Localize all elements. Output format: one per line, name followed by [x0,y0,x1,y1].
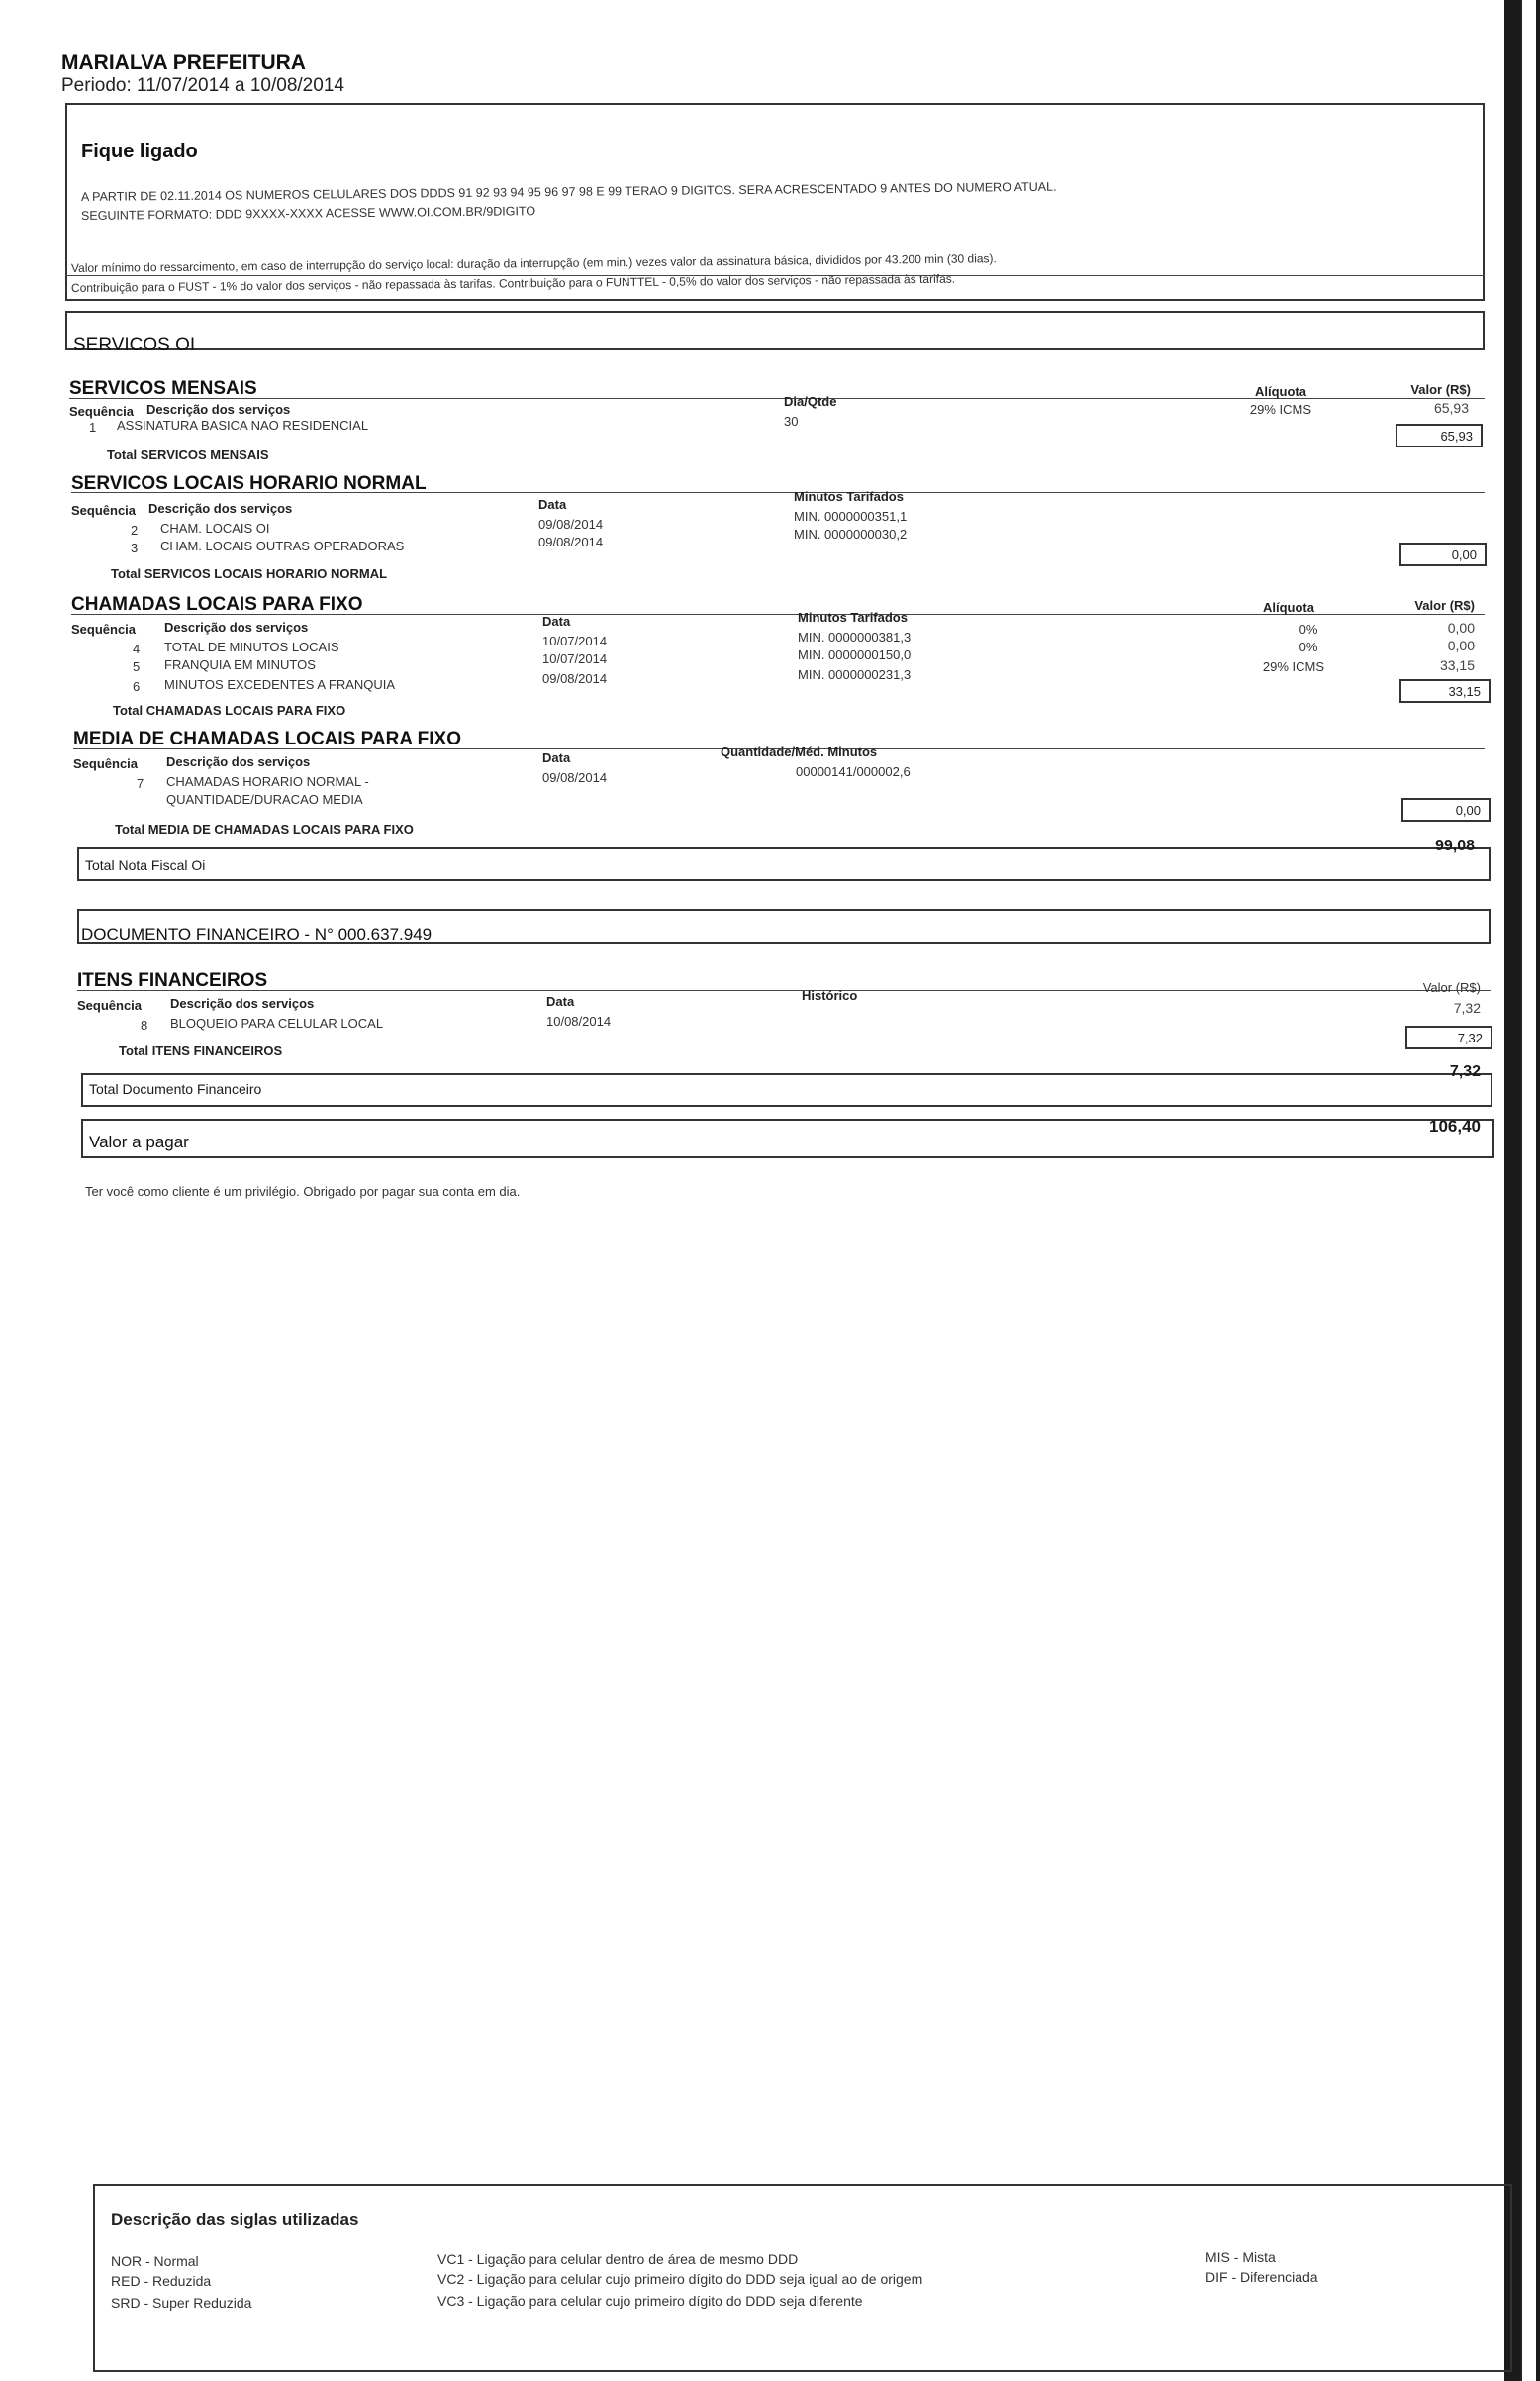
row-aliq: 29% ICMS [1262,659,1325,674]
row-seq: 7 [137,776,144,791]
doc-total-box [81,1073,1492,1107]
row-desc: BLOQUEIO PARA CELULAR LOCAL [170,1016,384,1031]
row-seq: 2 [131,523,139,538]
row-min: MIN. 0000000381,3 [798,630,912,645]
payment-value: 106,40 [1429,1117,1481,1136]
fixo-col-seq: Sequência [71,622,137,637]
row-desc: MINUTOS EXCEDENTES A FRANQUIA [164,677,396,692]
locais-col-desc: Descrição dos serviços [148,501,293,516]
row-desc: TOTAL DE MINUTOS LOCAIS [164,640,339,654]
fixo-col-min: Minutos Tarifados [798,610,908,625]
row-seq: 6 [133,679,141,694]
page-edge [1520,0,1536,2381]
row-seq: 4 [133,642,141,656]
mensais-col-desc: Descrição dos serviços [146,402,291,417]
legend-item: VC3 - Ligação para celular cujo primeiro dígito do DDD seja diferente [437,2293,863,2309]
mensais-total-value: 65,93 [1396,424,1483,447]
row-desc-line-2: QUANTIDADE/DURACAO MEDIA [166,792,363,807]
thanks-message: Ter você como cliente é um privilégio. Obrigado por pagar sua conta em dia. [85,1184,521,1199]
mensais-col-aliq: Alíquota [1255,384,1306,399]
mensais-title: SERVICOS MENSAIS [69,378,257,399]
services-title: SERVICOS OI [73,335,196,355]
media-total-value: 0,00 [1401,798,1491,822]
row-min: MIN. 0000000150,0 [798,647,912,662]
legend-title: Descrição das siglas utilizadas [111,2210,359,2229]
locais-rule [71,492,1485,493]
row-aliq: 29% ICMS [1249,402,1312,417]
nota-fiscal-box [77,847,1491,881]
row-desc: CHAM. LOCAIS OI [160,521,270,536]
fixo-col-aliq: Alíquota [1263,600,1314,615]
mensais-col-seq: Sequência [69,404,135,419]
row-valor: 0,00 [1447,638,1475,653]
row-min: MIN. 0000000351,1 [794,509,908,524]
payment-label: Valor a pagar [89,1133,189,1151]
locais-total-label: Total SERVICOS LOCAIS HORARIO NORMAL [111,566,388,581]
fixo-col-desc: Descrição dos serviços [164,620,309,635]
billing-period: Periodo: 11/07/2014 a 10/08/2014 [61,75,344,96]
itens-col-desc: Descrição dos serviços [170,996,315,1011]
row-seq: 8 [141,1018,148,1033]
row-desc: CHAMADAS HORARIO NORMAL - [166,774,369,789]
media-col-data: Data [542,750,571,765]
legend-item: NOR - Normal [111,2253,199,2269]
row-desc: FRANQUIA EM MINUTOS [164,657,316,672]
services-header-box [65,311,1485,350]
legend-item: MIS - Mista [1205,2249,1276,2265]
row-data: 10/07/2014 [542,651,608,666]
locais-col-data: Data [538,497,567,512]
legend-item: DIF - Diferenciada [1205,2269,1318,2285]
legend-item: RED - Reduzida [111,2273,212,2289]
legend-item: SRD - Super Reduzida [111,2295,252,2311]
doc-total-value: 7,32 [1449,1063,1481,1080]
row-min: MIN. 0000000030,2 [794,527,908,542]
row-data: 10/08/2014 [546,1014,612,1029]
itens-total-label: Total ITENS FINANCEIROS [119,1043,283,1058]
mensais-total-label: Total SERVICOS MENSAIS [107,447,269,462]
row-data: 09/08/2014 [542,770,608,785]
notice-line-4: Contribuição para o FUST - 1% do valor dos serviços - não repassada às tarifas. Contribuição para o FUNTTEL - 0,5% do valor dos serviços - não repassada às tarifas. [70,271,956,295]
nota-fiscal-value: 99,08 [1434,838,1475,854]
company-name: MARIALVA PREFEITURA [61,51,306,74]
itens-col-valor: Valor (R$) [1422,980,1481,995]
row-aliq: 0% [1299,622,1318,637]
row-valor: 33,15 [1439,657,1475,673]
legend-item: VC1 - Ligação para celular dentro de área de mesmo DDD [437,2251,799,2267]
row-valor: 0,00 [1447,620,1475,636]
financeiro-title: DOCUMENTO FINANCEIRO - N° 000.637.949 [81,925,433,943]
fixo-col-data: Data [542,614,571,629]
row-valor: 65,93 [1433,400,1469,416]
fixo-total-label: Total CHAMADAS LOCAIS PARA FIXO [113,703,346,718]
mensais-col-qty: Dia/Qtde [784,394,837,409]
fixo-col-valor: Valor (R$) [1414,598,1475,613]
locais-col-seq: Sequência [71,503,137,518]
row-min: MIN. 0000000231,3 [798,667,912,682]
media-col-seq: Sequência [73,756,139,771]
media-col-desc: Descrição dos serviços [166,754,311,769]
row-desc: CHAM. LOCAIS OUTRAS OPERADORAS [160,539,405,553]
notice-line-2: SEGUINTE FORMATO: DDD 9XXXX-XXXX ACESSE WWW.OI.COM.BR/9DIGITO [80,204,536,223]
notice-line-3: Valor mínimo do ressarcimento, em caso de interrupção do serviço local: duração da interrupção (em min.) vezes valor da assinatura básica, divididos por 43.200 min (30 dias). [70,251,997,275]
row-qty: 00000141/000002,6 [796,764,911,779]
media-title: MEDIA DE CHAMADAS LOCAIS PARA FIXO [73,729,461,749]
legend-item: VC2 - Ligação para celular cujo primeiro dígito do DDD seja igual ao de origem [437,2271,923,2287]
locais-total-value: 0,00 [1399,543,1487,566]
locais-title: SERVICOS LOCAIS HORARIO NORMAL [71,473,427,494]
row-seq: 5 [133,659,141,674]
row-data: 10/07/2014 [542,634,608,648]
itens-title: ITENS FINANCEIROS [77,970,268,991]
notice-line-1: A PARTIR DE 02.11.2014 OS NUMEROS CELULARES DOS DDDS 91 92 93 94 95 96 97 98 E 99 TERAO 9 DIGITOS. SERA ACRESCENTADO 9 ANTES DO NUMERO ATUAL. [80,179,1057,204]
itens-total-value: 7,32 [1405,1026,1492,1049]
itens-col-data: Data [546,994,575,1009]
row-seq: 1 [89,420,97,435]
fixo-title: CHAMADAS LOCAIS PARA FIXO [71,594,363,615]
itens-col-seq: Sequência [77,998,143,1013]
nota-fiscal-label: Total Nota Fiscal Oi [85,857,206,873]
row-aliq: 0% [1299,640,1318,654]
media-col-qty: Quantidade/Méd. Minutos [721,744,878,759]
row-desc: ASSINATURA BASICA NAO RESIDENCIAL [117,418,369,433]
doc-total-label: Total Documento Financeiro [89,1081,262,1097]
row-data: 09/08/2014 [542,671,608,686]
itens-rule [77,990,1491,991]
itens-col-hist: Histórico [802,988,858,1003]
row-data: 09/08/2014 [538,535,604,549]
locais-col-min: Minutos Tarifados [794,489,904,504]
row-data: 09/08/2014 [538,517,604,532]
fixo-total-value: 33,15 [1399,679,1491,703]
payment-box [81,1119,1494,1158]
row-qty: 30 [784,414,799,429]
mensais-col-valor: Valor (R$) [1410,382,1471,397]
row-seq: 3 [131,541,139,555]
notice-title: Fique ligado [81,141,198,162]
row-valor: 7,32 [1453,1000,1481,1016]
media-total-label: Total MEDIA DE CHAMADAS LOCAIS PARA FIXO [115,822,414,837]
